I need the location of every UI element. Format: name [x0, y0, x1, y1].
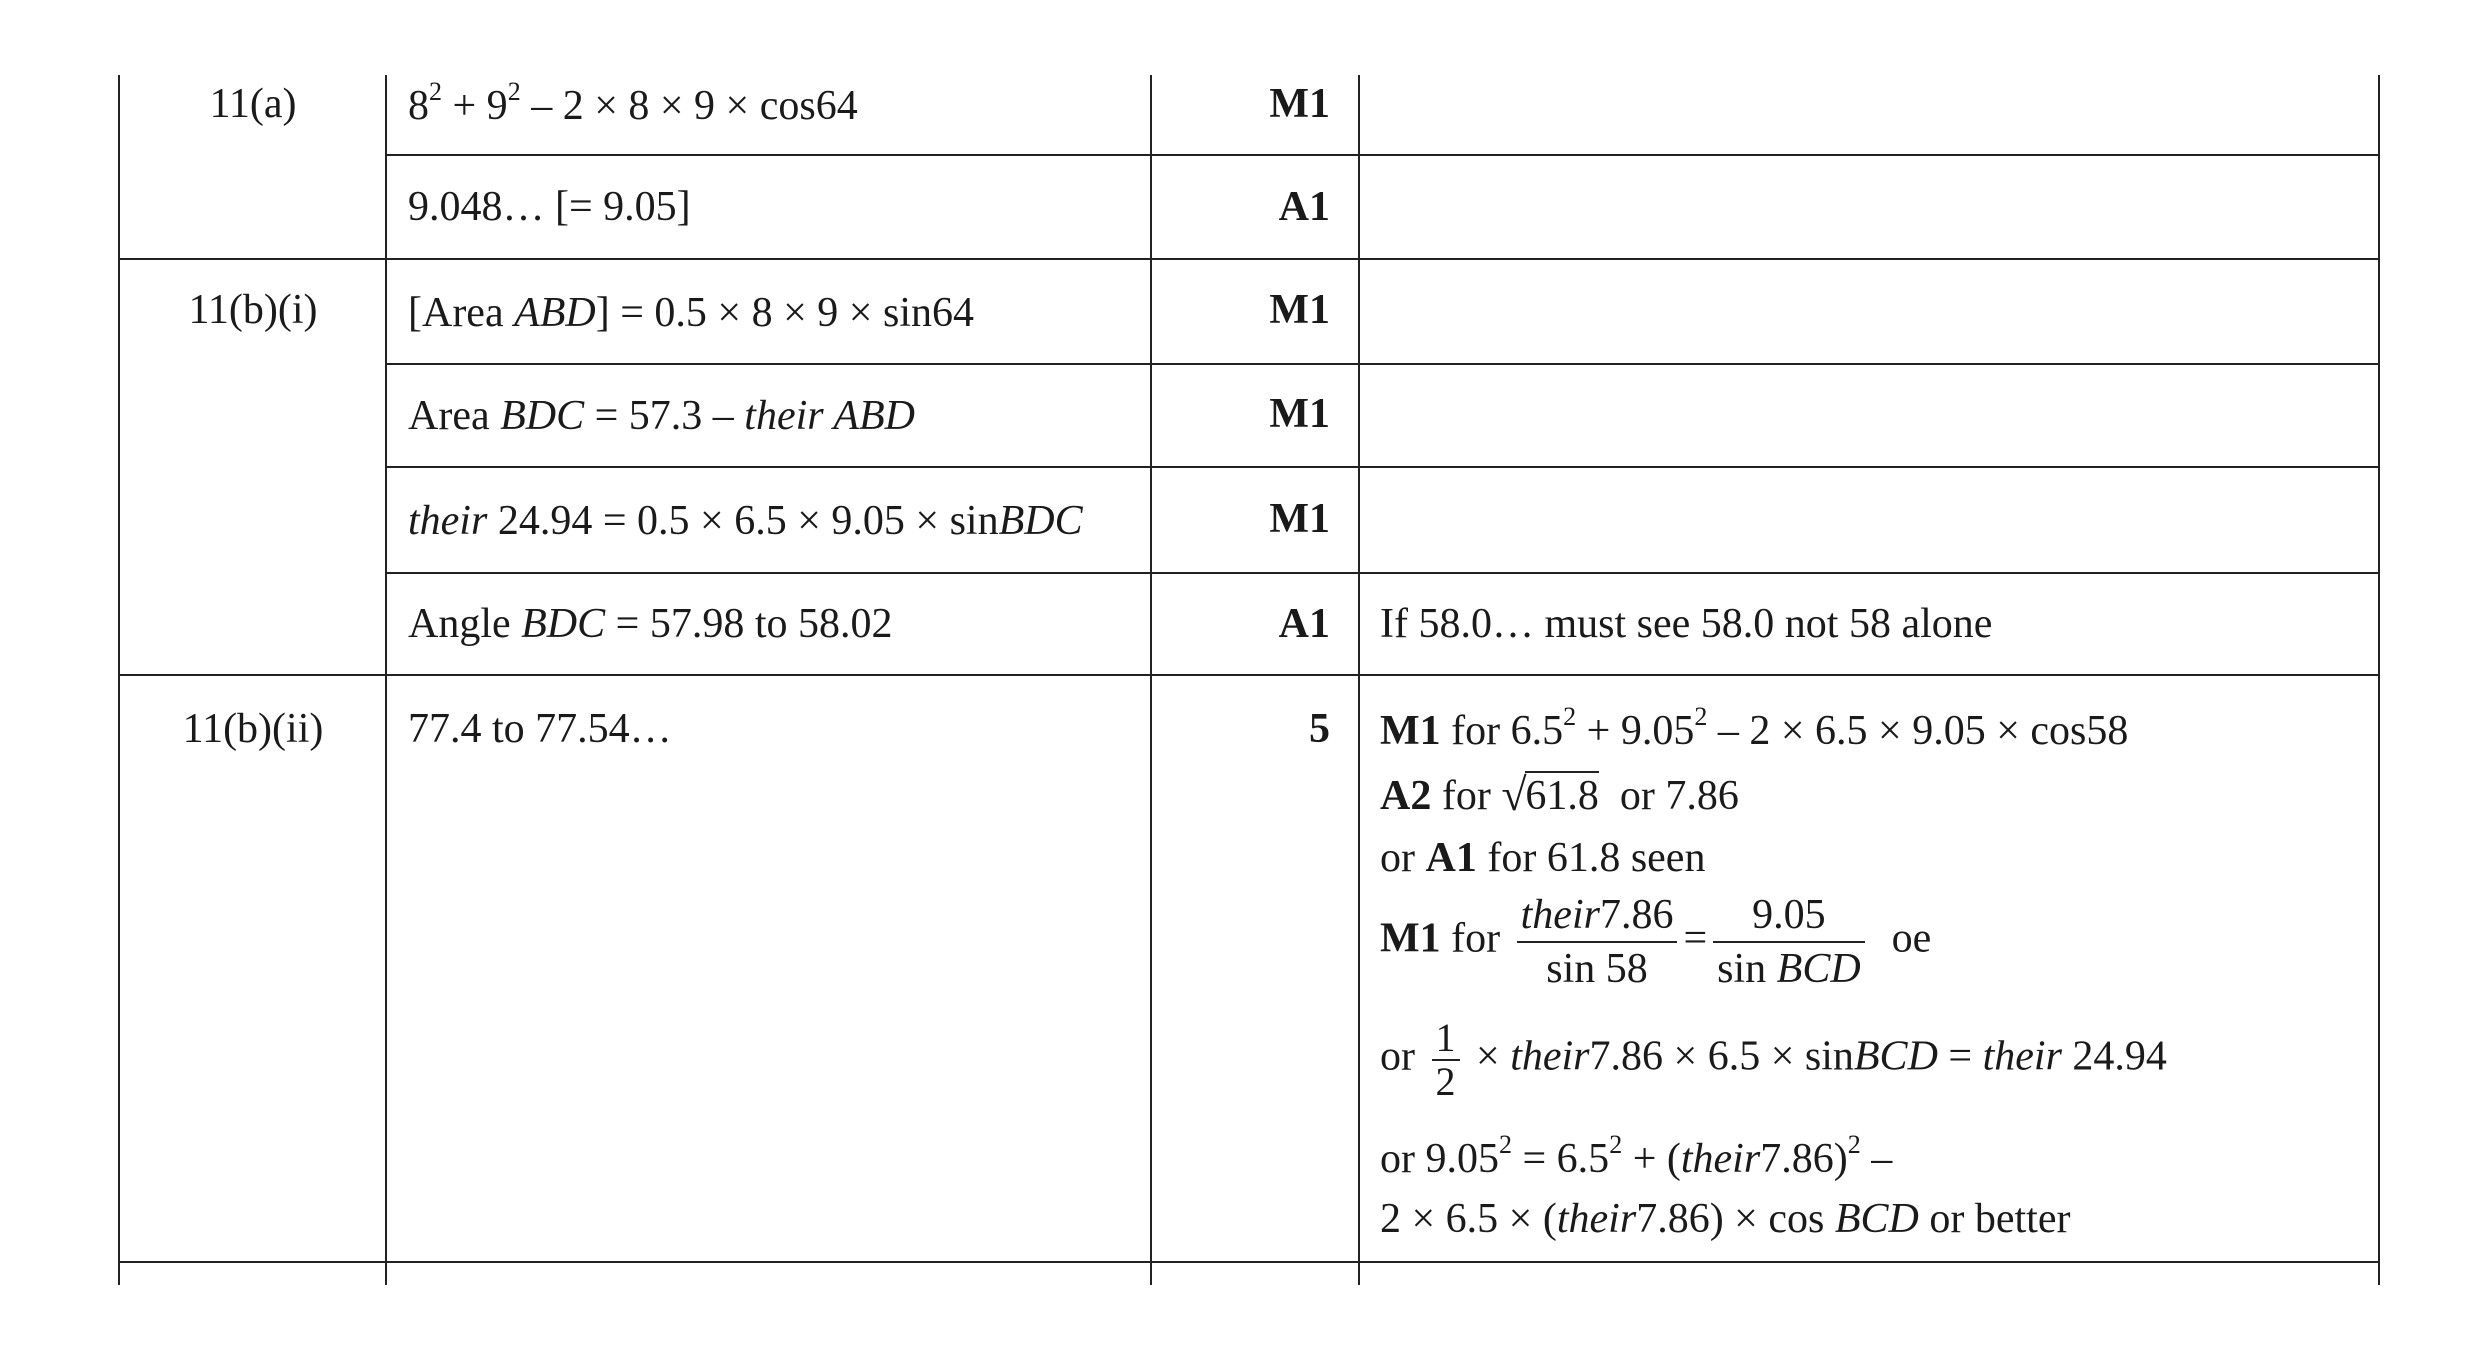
row-divider: [118, 674, 2380, 676]
answer-cell: $8^2 + 9^2 - 2 \times 8 \times 9 \times \cos 64$: [408, 77, 858, 129]
mark-cell: M1: [1269, 496, 1330, 542]
guidance-line: A2 for √ 61.8 or 7.86: [1380, 769, 1739, 820]
guidance-line: or A1 for 61.8 seen: [1380, 835, 1706, 881]
mark-cell: M1: [1269, 391, 1330, 437]
column-divider-3: [1358, 75, 1360, 1285]
row-divider: [118, 258, 2380, 260]
guidance-line: M1 for $6.5^2 + 9.05^2 - 2 \times 6.5 \times 9.05 \times \cos 58$: [1380, 702, 2129, 754]
answer-cell: their 24.94 = 0.5 × 6.5 × 9.05 × sinBDC: [408, 498, 1083, 544]
guidance-line: 2 × 6.5 × (their7.86) × cos BCD or better: [1380, 1196, 2071, 1242]
question-part-label: 11(b)(ii): [182, 706, 324, 752]
guidance-line: M1 for $\frac{\text{their7.86}}{\sin 58}$ = $\frac{9.05}{\text{sin BCD}}$ oe: [1380, 889, 1931, 995]
mark-cell: M1: [1269, 81, 1330, 127]
answer-cell: Area BDC = 57.3 – their ABD: [408, 393, 916, 439]
mark-cell: 5: [1309, 706, 1330, 752]
table-border-right: [2378, 75, 2380, 1285]
fraction: $\frac{9.05}{\text{sin BCD}}$: [1713, 889, 1865, 995]
mark-cell: A1: [1278, 184, 1330, 230]
table-border-left: [118, 75, 120, 1285]
row-divider: [385, 466, 2380, 468]
answer-cell: 9.048… [= 9.05]: [408, 184, 691, 230]
row-divider: [385, 363, 2380, 365]
column-divider-2: [1150, 75, 1152, 1285]
row-divider: [118, 1261, 2380, 1263]
guidance-line: or $\frac{1}{2}$ × their7.86 × 6.5 × sinBCD = their 24.94: [1380, 1015, 2167, 1104]
question-part-label: 11(b)(i): [188, 287, 318, 333]
mark-cell: A1: [1278, 601, 1330, 647]
answer-cell: [Area ABD] = 0.5 × 8 × 9 × sin64: [408, 290, 974, 336]
guidance-cell: If 58.0… must see 58.0 not 58 alone: [1380, 601, 1993, 647]
guidance-line: or $9.05^2 = 6.5^2$ + (their7.86)$^2$ –: [1380, 1130, 1893, 1182]
answer-cell: 77.4 to 77.54…: [408, 706, 672, 752]
row-divider: [385, 154, 2380, 156]
fraction: $\frac{\text{their7.86}}{\sin 58}$: [1517, 889, 1678, 995]
row-divider: [385, 572, 2380, 574]
fraction: $\frac{1}{2}$: [1432, 1017, 1460, 1103]
column-divider-1: [385, 75, 387, 1285]
question-part-label: 11(a): [209, 81, 297, 127]
square-root: √ 61.8: [1501, 769, 1599, 820]
answer-cell: Angle BDC = 57.98 to 58.02: [408, 601, 893, 647]
mark-cell: M1: [1269, 287, 1330, 333]
